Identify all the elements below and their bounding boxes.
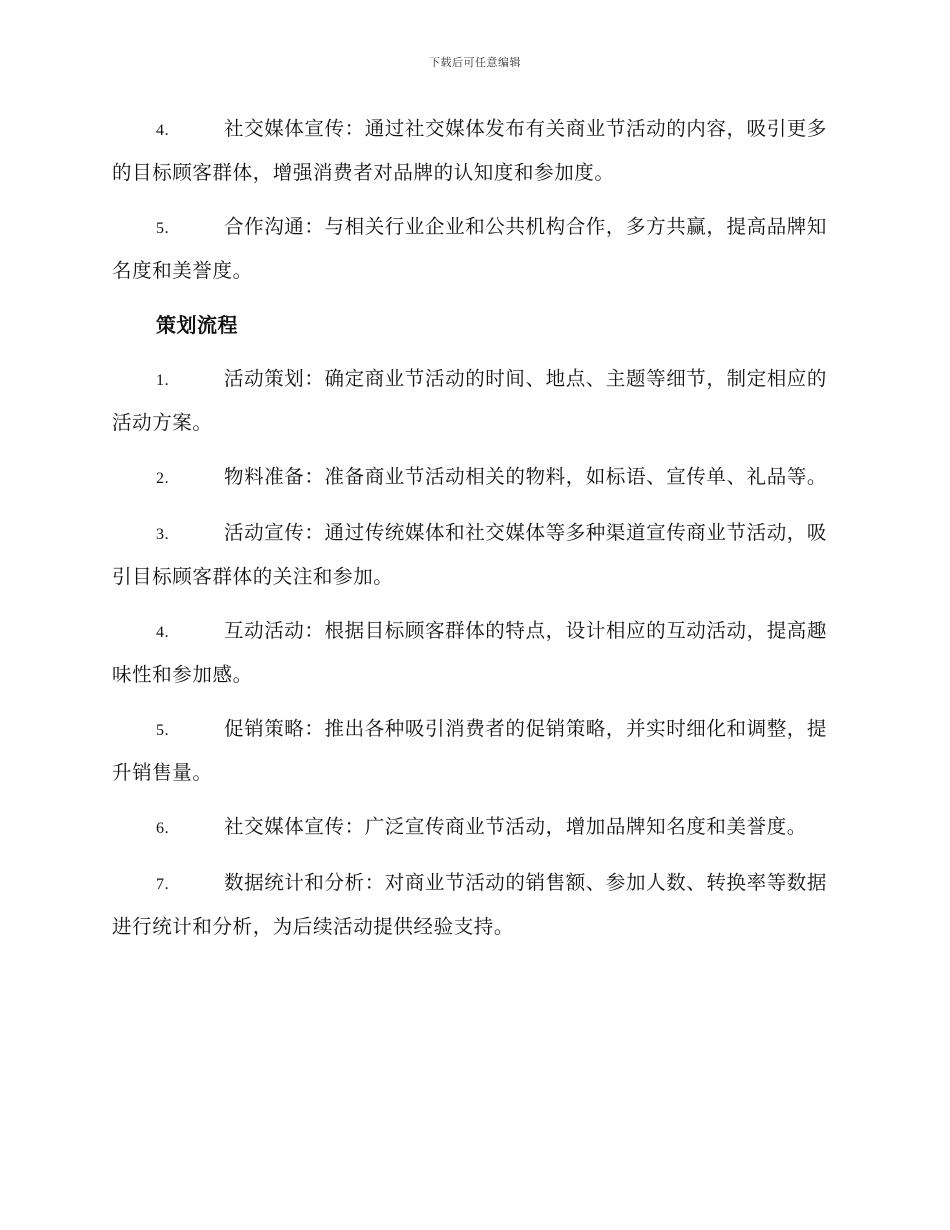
list-item [112, 108, 834, 194]
list-item [112, 862, 834, 948]
section-heading: 策划流程 [156, 313, 238, 337]
item-text: 促销策略：推出各种吸引消费者的促销策略，并实时细化和调整，提升销售量。 [112, 717, 828, 784]
item-text: 社交媒体宣传：通过社交媒体发布有关商业节活动的内容，吸引更多的目标顾客群体，增强消费者对品牌的认知度和参加度。 [112, 117, 828, 184]
item-number: 7. [156, 876, 170, 893]
item-text: 社交媒体宣传：广泛宣传商业节活动，增加品牌知名度和美誉度。 [224, 815, 807, 838]
list-item [112, 708, 834, 794]
page-header-note: 下载后可任意编辑 [429, 56, 521, 69]
document-body [112, 108, 834, 960]
item-number: 2. [156, 470, 170, 487]
item-text: 活动策划：确定商业节活动的时间、地点、主题等细节，制定相应的活动方案。 [112, 367, 828, 434]
item-number: 4. [156, 624, 170, 641]
list-item [112, 206, 834, 292]
item-number: 1. [156, 372, 170, 389]
item-number: 5. [156, 722, 170, 739]
list-item [112, 456, 834, 500]
item-text: 互动活动：根据目标顾客群体的特点，设计相应的互动活动，提高趣味性和参加感。 [112, 619, 828, 686]
item-number: 6. [156, 820, 170, 837]
item-text: 数据统计和分析：对商业节活动的销售额、参加人数、转换率等数据进行统计和分析，为后续活动提供经验支持。 [112, 871, 828, 938]
list-item [112, 358, 834, 444]
item-text: 活动宣传：通过传统媒体和社交媒体等多种渠道宣传商业节活动，吸引目标顾客群体的关注和参加。 [112, 521, 828, 588]
list-item [112, 512, 834, 598]
item-number: 3. [156, 526, 170, 543]
list-item [112, 610, 834, 696]
item-text: 物料准备：准备商业节活动相关的物料，如标语、宣传单、礼品等。 [224, 465, 828, 488]
list-item [112, 806, 834, 850]
item-number: 4. [156, 122, 170, 139]
item-text: 合作沟通：与相关行业企业和公共机构合作，多方共赢，提高品牌知名度和美誉度。 [112, 215, 828, 282]
item-number: 5. [156, 220, 170, 237]
